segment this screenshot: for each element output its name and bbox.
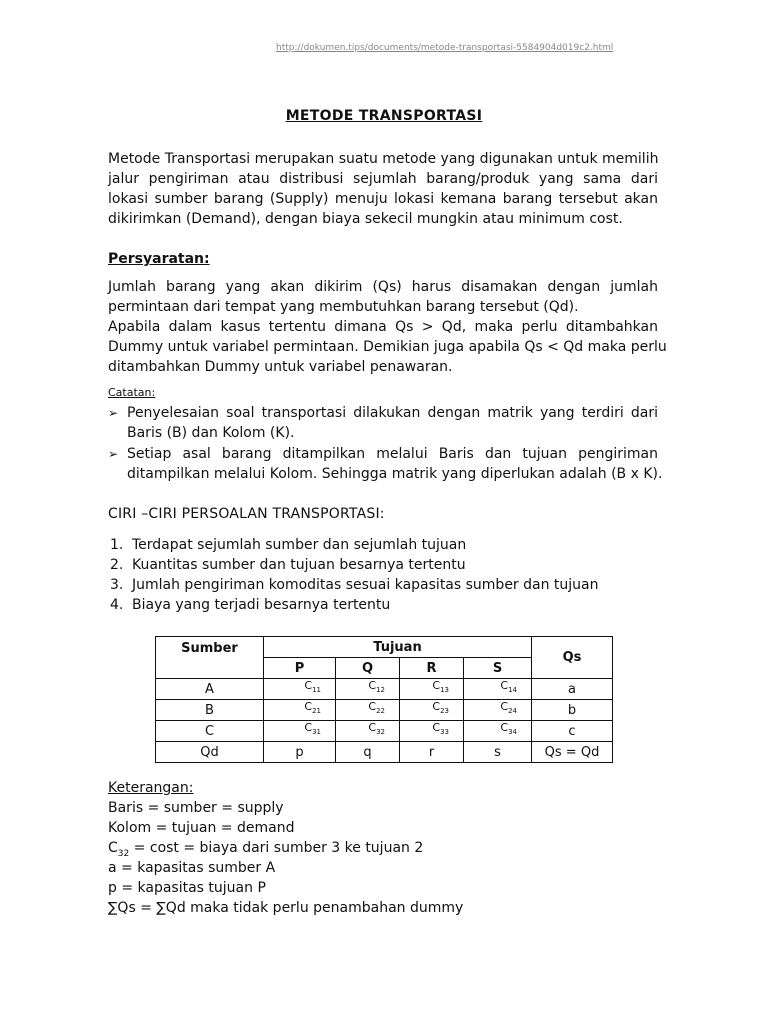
list-text: Kuantitas sumber dan tujuan besarnya tertentu: [132, 557, 466, 573]
col-header-s: S: [464, 658, 532, 679]
cost-cell: $C_{21}$: [264, 700, 336, 721]
transport-matrix-table: [155, 636, 613, 763]
table-row: [156, 679, 613, 700]
persyaratan-line: Jumlah barang yang akan dikirim (Qs) harus disamakan dengan jumlah: [108, 279, 658, 295]
list-item: [110, 575, 599, 595]
list-number: 1.: [110, 537, 124, 553]
bullet-line: Baris (B) dan Kolom (K).: [127, 425, 295, 441]
cost-cell: $C_{34}$: [464, 721, 532, 742]
table-row: [156, 721, 613, 742]
qs-header: Qs: [532, 637, 613, 679]
bullet-text: [127, 403, 658, 443]
intro-line: Metode Transportasi merupakan suatu metode yang digunakan untuk memilih: [108, 151, 659, 167]
cost-cell: $C_{32}$: [336, 721, 400, 742]
persyaratan-line: Apabila dalam kasus tertentu dimana Qs > Qd, maka perlu ditambahkan: [108, 319, 658, 335]
qd-cell: r: [400, 742, 464, 763]
ciri-heading: CIRI –CIRI PERSOALAN TRANSPORTASI:: [108, 506, 385, 522]
list-text: Jumlah pengiriman komoditas sesuai kapasitas sumber dan tujuan: [132, 577, 599, 593]
keterangan-cost: $C_{32} = \cos t$ = biaya dari sumber 3 ke tujuan 2: [108, 840, 424, 859]
document-title: METODE TRANSPORTASI: [285, 108, 483, 124]
col-header-p: P: [264, 658, 336, 679]
cost-cell: $C_{11}$: [264, 679, 336, 700]
cost-cell: $C_{12}$: [336, 679, 400, 700]
bullet-line: Setiap asal barang ditampilkan melalui Baris dan tujuan pengiriman: [127, 446, 658, 462]
cost-cell: $C_{23}$: [400, 700, 464, 721]
persyaratan-paragraph: [108, 277, 667, 377]
catatan-label: Catatan:: [108, 386, 156, 399]
col-header-q: Q: [336, 658, 400, 679]
bullet-text: [127, 444, 663, 484]
bullet-line: ditampilkan melalui Kolom. Sehingga matrik yang diperlukan adalah (B x K).: [127, 466, 663, 482]
qd-row: [156, 742, 613, 763]
qd-cell: s: [464, 742, 532, 763]
qs-cell: b: [532, 700, 613, 721]
list-number: 2.: [110, 557, 124, 573]
persyaratan-line: Dummy untuk variabel permintaan. Demikian juga apabila Qs < Qd maka perlu: [108, 339, 667, 355]
arrow-bullet-icon: ➢: [108, 447, 119, 461]
cost-cell: $C_{33}$: [400, 721, 464, 742]
cost-cell: $C_{22}$: [336, 700, 400, 721]
table-header-row: [156, 637, 613, 658]
cost-cell: $C_{31}$: [264, 721, 336, 742]
qd-label: Qd: [156, 742, 264, 763]
bullet-line: Penyelesaian soal transportasi dilakukan dengan matrik yang terdiri dari: [127, 405, 658, 421]
persyaratan-line: ditambahkan Dummy untuk variabel penawaran.: [108, 359, 453, 375]
qd-cell: p: [264, 742, 336, 763]
cost-cell: $C_{14}$: [464, 679, 532, 700]
keterangan-kolom: Kolom = tujuan = demand: [108, 820, 295, 836]
intro-line: lokasi sumber barang (Supply) menuju lokasi kemana barang tersebut akan: [108, 191, 658, 207]
qs-equals-qd-cell: Qs = Qd: [532, 742, 613, 763]
qs-cell: c: [532, 721, 613, 742]
keterangan-sum: ∑Qs = ∑Qd maka tidak perlu penambahan dummy: [108, 900, 464, 916]
list-number: 4.: [110, 597, 124, 613]
row-label: A: [156, 679, 264, 700]
col-header-r: R: [400, 658, 464, 679]
intro-paragraph: [108, 149, 658, 229]
tujuan-header: Tujuan: [264, 637, 532, 658]
sumber-header: Sumber: [156, 637, 264, 679]
list-text: Biaya yang terjadi besarnya tertentu: [132, 597, 391, 613]
qs-cell: a: [532, 679, 613, 700]
source-url-link[interactable]: http://dokumen.tips/documents/metode-transportasi-5584904d019c2.html: [276, 43, 614, 53]
keterangan-baris: Baris = sumber = supply: [108, 800, 284, 816]
list-item: [110, 595, 599, 615]
persyaratan-heading: Persyaratan:: [108, 251, 210, 267]
keterangan-label: Keterangan:: [108, 780, 194, 796]
row-label: B: [156, 700, 264, 721]
row-label: C: [156, 721, 264, 742]
keterangan-a: a = kapasitas sumber A: [108, 860, 276, 876]
list-item: [110, 555, 599, 575]
arrow-bullet-icon: ➢: [108, 406, 119, 420]
keterangan-section: [108, 778, 463, 918]
list-item: [110, 535, 599, 555]
keterangan-p: p = kapasitas tujuan P: [108, 880, 266, 896]
ciri-list: [110, 535, 599, 615]
list-text: Terdapat sejumlah sumber dan sejumlah tujuan: [132, 537, 467, 553]
cost-cell: $C_{24}$: [464, 700, 532, 721]
cost-cell: $C_{13}$: [400, 679, 464, 700]
intro-line: jalur pengiriman atau distribusi sejumlah barang/produk yang sama dari: [108, 171, 658, 187]
qd-cell: q: [336, 742, 400, 763]
list-number: 3.: [110, 577, 124, 593]
intro-line: dikirimkan (Demand), dengan biaya sekecil mungkin atau minimum cost.: [108, 211, 623, 227]
table-row: [156, 700, 613, 721]
persyaratan-line: permintaan dari tempat yang membutuhkan barang tersebut (Qd).: [108, 299, 579, 315]
